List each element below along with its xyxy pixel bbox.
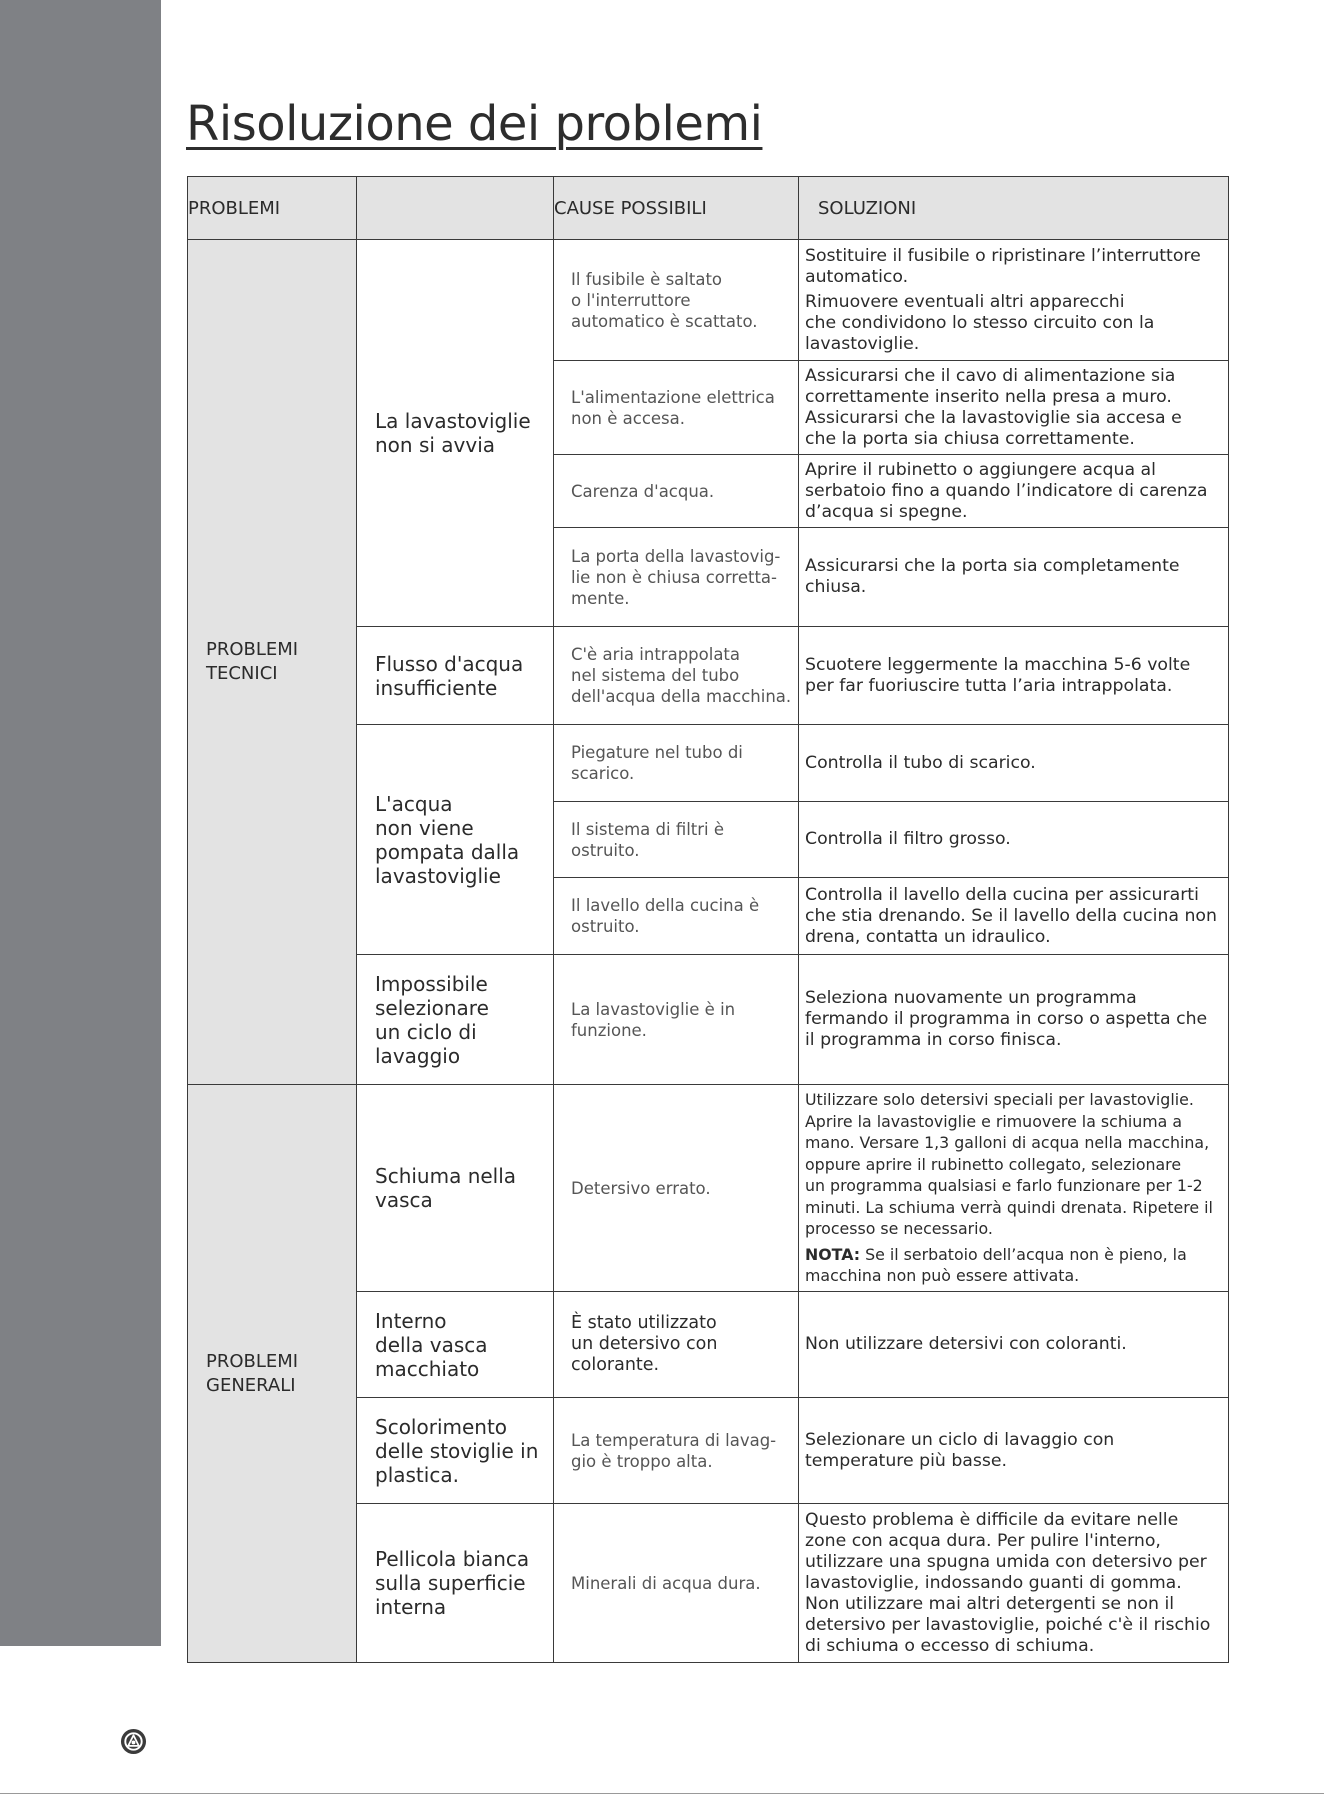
page-title: Risoluzione dei problemi bbox=[186, 96, 763, 152]
troubleshooting-table bbox=[187, 176, 1229, 1663]
solution-filter: Controlla il filtro grosso. bbox=[799, 802, 1229, 878]
table-header-row bbox=[188, 177, 1229, 240]
problem-stained-tub: Interno della vasca macchiato bbox=[357, 1292, 554, 1398]
solution-fuse-part-2: Rimuovere eventuali altri apparecchi che condividono lo stesso circuito con la lavastoviglie. bbox=[805, 291, 1155, 354]
solution-power: Assicurarsi che il cavo di alimentazione sia correttamente inserito nella presa a muro. Assicurarsi che la lavastoviglie sia accesa e che la porta sia chiusa correttamente. bbox=[799, 361, 1229, 455]
side-bar bbox=[0, 0, 161, 1646]
solution-foam-note bbox=[805, 1244, 1224, 1287]
cause-colorant: È stato utilizzato un detersivo con colorante. bbox=[554, 1292, 799, 1398]
header-causes: CAUSE POSSIBILI bbox=[554, 177, 799, 240]
solution-foam-text: Utilizzare solo detersivi speciali per lavastoviglie. Aprire la lavastoviglie e rimuovere la schiuma a mano. Versare 1,3 galloni di acqua nella macchina, oppure aprire il rubinetto collegato, selezionare un programma qualsiasi e farlo funzionare per 1-2 minuti. La schiuma verrà quindi drenata. Ripetere il processo se necessario. bbox=[805, 1090, 1213, 1239]
footer-rule bbox=[0, 1793, 1324, 1794]
solution-fuse-part-1: Sostituire il fusibile o ripristinare l’interruttore automatico. bbox=[805, 245, 1201, 287]
solution-hard-water: Questo problema è difficile da evitare nelle zone con acqua dura. Per pulire l'interno, utilizzare una spugna umida con detersivo per lavastoviglie, indossando guanti di gomma. Non utilizzare mai altri detergenti se non il detersivo per lavastoviglie, poiché c'è il rischio di schiuma o eccesso di schiuma. bbox=[799, 1504, 1229, 1663]
problem-white-film: Pellicola bianca sulla superficie interna bbox=[357, 1504, 554, 1663]
cause-sink: Il lavello della cucina è ostruito. bbox=[554, 878, 799, 955]
cause-running: La lavastoviglie è in funzione. bbox=[554, 955, 799, 1085]
cause-filter: Il sistema di filtri è ostruito. bbox=[554, 802, 799, 878]
solution-fuse bbox=[799, 240, 1229, 361]
solution-trapped-air: Scuotere leggermente la macchina 5-6 volte per far fuoriuscire tutta l’aria intrappolata. bbox=[799, 627, 1229, 725]
problem-no-start: La lavastoviglie non si avvia bbox=[357, 240, 554, 627]
solution-colorant: Non utilizzare detersivi con coloranti. bbox=[799, 1292, 1229, 1398]
problem-plastic-discoloration: Scolorimento delle stoviglie in plastica. bbox=[357, 1398, 554, 1504]
cause-high-temperature: La temperatura di lavag- gio è troppo alta. bbox=[554, 1398, 799, 1504]
table-row bbox=[188, 240, 1229, 361]
cause-water-shortage: Carenza d'acqua. bbox=[554, 455, 799, 528]
solution-water-shortage: Aprire il rubinetto o aggiungere acqua al serbatoio fino a quando l’indicatore di carenza d’acqua si spegne. bbox=[799, 455, 1229, 528]
header-problems: PROBLEMI bbox=[188, 177, 357, 240]
cause-fuse: Il fusibile è saltato o l'interruttore automatico è scattato. bbox=[554, 240, 799, 361]
solution-foam bbox=[799, 1085, 1229, 1292]
cause-trapped-air: C'è aria intrappolata nel sistema del tubo dell'acqua della macchina. bbox=[554, 627, 799, 725]
solution-door: Assicurarsi che la porta sia completamente chiusa. bbox=[799, 528, 1229, 627]
solution-high-temperature: Selezionare un ciclo di lavaggio con temperature più basse. bbox=[799, 1398, 1229, 1504]
cause-hose-kinks: Piegature nel tubo di scarico. bbox=[554, 725, 799, 802]
solution-hose-kinks: Controlla il tubo di scarico. bbox=[799, 725, 1229, 802]
table-row bbox=[188, 1085, 1229, 1292]
problem-not-pumped: L'acqua non viene pompata dalla lavastoviglie bbox=[357, 725, 554, 955]
header-solutions: SOLUZIONI bbox=[799, 177, 1229, 240]
category-general: PROBLEMI GENERALI bbox=[188, 1085, 357, 1663]
problem-cycle-select: Impossibile selezionare un ciclo di lavaggio bbox=[357, 955, 554, 1085]
brand-logo-icon bbox=[120, 1728, 147, 1755]
problem-low-flow: Flusso d'acqua insufficiente bbox=[357, 627, 554, 725]
problem-foam: Schiuma nella vasca bbox=[357, 1085, 554, 1292]
cause-power: L'alimentazione elettrica non è accesa. bbox=[554, 361, 799, 455]
category-technical: PROBLEMI TECNICI bbox=[188, 240, 357, 1085]
solution-running: Seleziona nuovamente un programma fermando il programma in corso o aspetta che il programma in corso finisca. bbox=[799, 955, 1229, 1085]
solution-sink: Controlla il lavello della cucina per assicurarti che stia drenando. Se il lavello della cucina non drena, contatta un idraulico. bbox=[799, 878, 1229, 955]
note-label: NOTA: bbox=[805, 1244, 861, 1264]
header-blank bbox=[357, 177, 554, 240]
cause-door: La porta della lavastovig- lie non è chiusa corretta- mente. bbox=[554, 528, 799, 627]
cause-hard-water: Minerali di acqua dura. bbox=[554, 1504, 799, 1663]
note-text: Se il serbatoio dell’acqua non è pieno, la macchina non può essere attivata. bbox=[805, 1244, 1187, 1286]
cause-wrong-detergent: Detersivo errato. bbox=[554, 1085, 799, 1292]
